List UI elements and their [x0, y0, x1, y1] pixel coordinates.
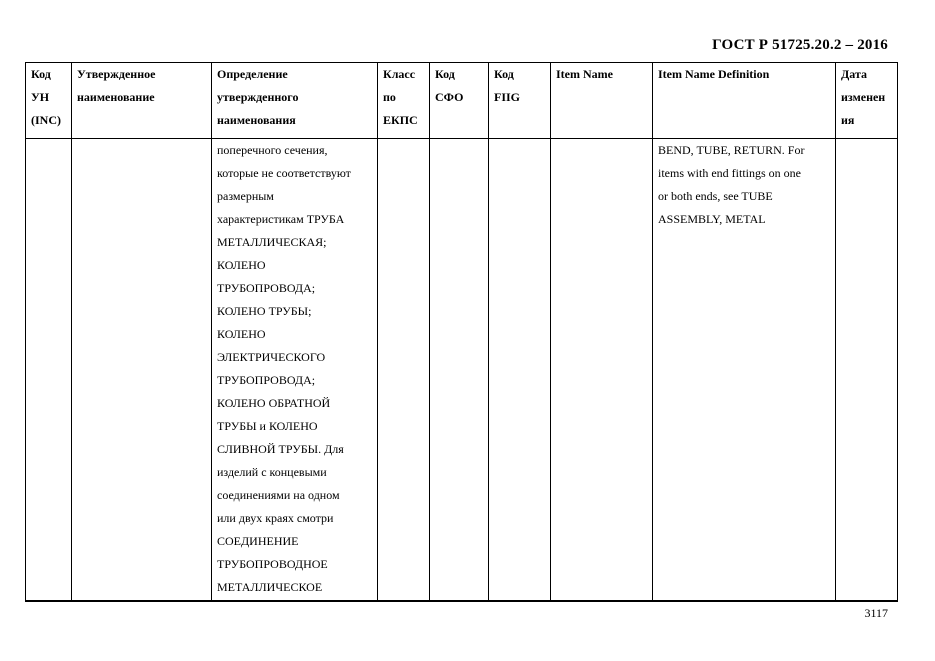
- cell-approved-name: [72, 139, 212, 602]
- column-header-fiig: Код FIIG: [489, 63, 551, 139]
- cell-item-name-definition: BEND, TUBE, RETURN. For items with end fittings on one or both ends, see TUBE ASSEMBLY, METAL: [653, 139, 836, 602]
- column-header-inc: Код УН (INC): [26, 63, 72, 139]
- cell-sfo: [430, 139, 489, 602]
- table-row: [26, 139, 898, 602]
- cell-definition: поперечного сечения, которые не соответствуют размерным характеристикам ТРУБА МЕТАЛЛИЧЕСКАЯ; КОЛЕНО ТРУБОПРОВОДА; КОЛЕНО ТРУБЫ; КОЛЕНО ЭЛЕКТРИЧЕСКОГО ТРУБОПРОВОДА; КОЛЕНО ОБРАТНОЙ ТРУБЫ и КОЛЕНО СЛИВНОЙ ТРУБЫ. Для изделий с концевыми соединениями на одном или двух краях смотри СОЕДИНЕНИЕ ТРУБОПРОВОДНОЕ МЕТАЛЛИЧЕСКОЕ: [212, 139, 378, 602]
- page-number: 3117: [864, 606, 888, 620]
- column-header-item-name-definition: Item Name Definition: [653, 63, 836, 139]
- column-header-class: Класс по ЕКПС: [378, 63, 430, 139]
- nomenclature-table: [25, 62, 898, 602]
- column-header-approved-name: Утвержденное наименование: [72, 63, 212, 139]
- column-header-change-date: Дата изменен ия: [836, 63, 898, 139]
- cell-change-date: [836, 139, 898, 602]
- cell-inc: [26, 139, 72, 602]
- column-header-item-name: Item Name: [551, 63, 653, 139]
- cell-class: [378, 139, 430, 602]
- cell-fiig: [489, 139, 551, 602]
- document-header-title: ГОСТ Р 51725.20.2 – 2016: [712, 37, 888, 53]
- column-header-sfo: Код СФО: [430, 63, 489, 139]
- table-header-row: [26, 63, 898, 139]
- column-header-definition: Определение утвержденного наименования: [212, 63, 378, 139]
- cell-item-name: [551, 139, 653, 602]
